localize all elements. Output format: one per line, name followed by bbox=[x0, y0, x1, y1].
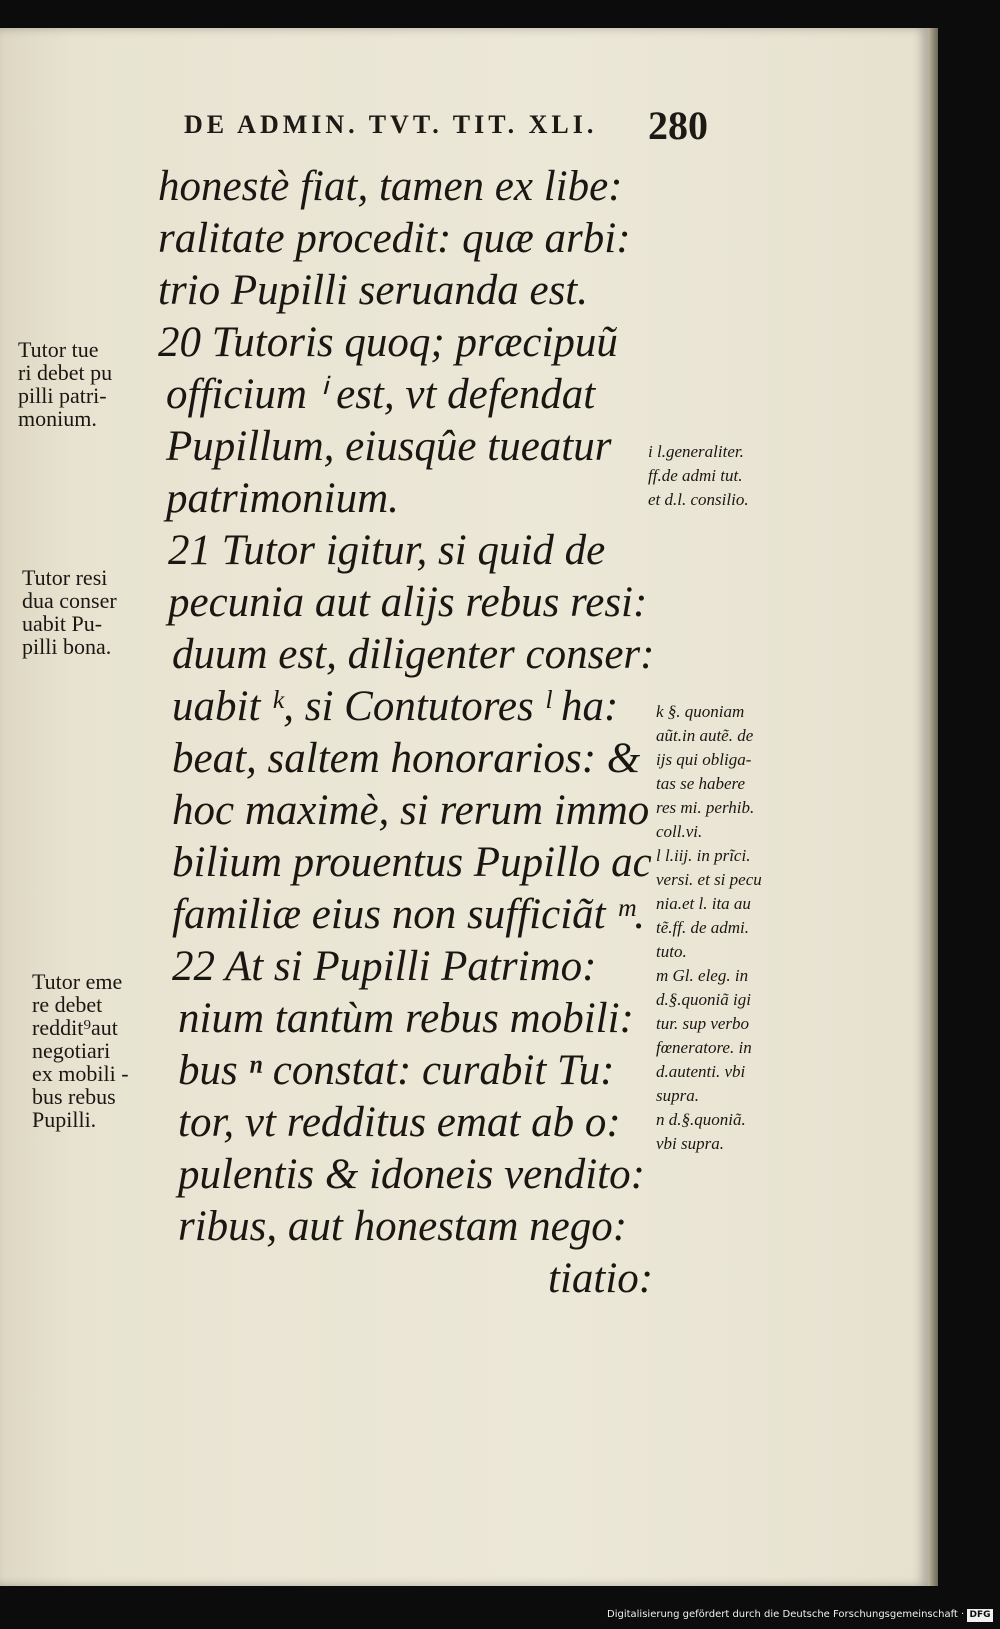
note-line: monium. bbox=[18, 406, 97, 431]
note-line: pilli patri- bbox=[18, 383, 107, 408]
body-line: honestè fiat, tamen ex libe: bbox=[158, 163, 623, 210]
note-line: dua conser bbox=[22, 588, 117, 613]
note-line: fœneratore. in bbox=[656, 1038, 752, 1057]
note-line: ri debet pu bbox=[18, 360, 113, 385]
note-line: tuto. bbox=[656, 942, 687, 961]
note-line: Pupilli. bbox=[32, 1107, 97, 1132]
note-line: tur. sup verbo bbox=[656, 1014, 750, 1033]
margin-note-left bbox=[32, 970, 129, 1131]
note-line: vbi supra. bbox=[656, 1134, 724, 1153]
note-line: bus rebus bbox=[32, 1084, 116, 1109]
body-line: trio Pupilli seruanda est. bbox=[158, 267, 588, 314]
margin-note-left bbox=[22, 566, 117, 658]
note-line: Tutor eme bbox=[32, 969, 123, 994]
body-line: pulentis & idoneis vendito: bbox=[178, 1151, 645, 1198]
note-line: ff.de admi tut. bbox=[648, 466, 743, 485]
body-line: familiæ eius non sufficiãt ᵐ. bbox=[172, 891, 646, 938]
note-line: aũt.in autẽ. de bbox=[656, 726, 754, 745]
note-line: reddit⁹aut bbox=[32, 1015, 118, 1040]
body-line: bilium prouentus Pupillo ac bbox=[172, 839, 652, 886]
page-edge bbox=[928, 28, 938, 1586]
note-line: tẽ.ff. de admi. bbox=[656, 918, 750, 937]
note-line: et d.l. consilio. bbox=[648, 490, 749, 509]
note-line: tas se habere bbox=[656, 774, 746, 793]
body-line: 20 Tutoris quoq; præcipuũ bbox=[158, 319, 618, 366]
body-line: hoc maximè, si rerum immo bbox=[172, 787, 650, 834]
body-line: officium ⁱ est, vt defendat bbox=[166, 371, 596, 418]
body-line: 21 Tutor igitur, si quid de bbox=[168, 527, 606, 574]
body-line: beat, saltem honorarios: & bbox=[172, 735, 641, 782]
page-number: 280 bbox=[648, 103, 708, 148]
body-line: duum est, diligenter conser: bbox=[172, 631, 655, 678]
note-line: res mi. perhib. bbox=[656, 798, 755, 817]
note-line: n d.§.quoniã. bbox=[656, 1110, 746, 1129]
dfg-logo: DFG bbox=[967, 1609, 993, 1622]
note-line: pilli bona. bbox=[22, 634, 112, 659]
margin-note-right bbox=[656, 700, 762, 1156]
margin-note-right bbox=[648, 440, 749, 512]
note-line: Tutor tue bbox=[18, 337, 99, 362]
note-line: d.autenti. vbi bbox=[656, 1062, 746, 1081]
body-line: ribus, aut honestam nego: bbox=[178, 1203, 628, 1250]
note-line: i l.generaliter. bbox=[648, 442, 744, 461]
note-line: l l.iij. in prĩci. bbox=[656, 846, 751, 865]
note-line: Tutor resi bbox=[22, 565, 108, 590]
note-line: uabit Pu- bbox=[22, 611, 103, 636]
body-line: patrimonium. bbox=[166, 475, 399, 522]
note-line: ex mobili - bbox=[32, 1061, 129, 1086]
note-line: negotiari bbox=[32, 1038, 111, 1063]
note-line: d.§.quoniã igi bbox=[656, 990, 751, 1009]
body-line: Pupillum, eiusqûe tueatur bbox=[166, 423, 612, 470]
margin-note-left bbox=[18, 338, 112, 430]
note-line: supra. bbox=[656, 1086, 699, 1105]
body-line: tiatio: bbox=[548, 1255, 654, 1302]
note-line: re debet bbox=[32, 992, 103, 1017]
body-line: uabit ᵏ, si Contutores ˡ ha: bbox=[172, 683, 619, 730]
note-line: coll.vi. bbox=[656, 822, 703, 841]
body-line: pecunia aut alijs rebus resi: bbox=[168, 579, 648, 626]
note-line: m Gl. eleg. in bbox=[656, 966, 749, 985]
running-title: DE ADMIN. TVT. TIT. XLI. bbox=[184, 110, 598, 139]
note-line: nia.et l. ita au bbox=[656, 894, 751, 913]
footer-credit: Digitalisierung gefördert durch die Deutsche Forschungsgemeinschaft · bbox=[607, 1609, 965, 1620]
body-line: 22 At si Pupilli Patrimo: bbox=[172, 943, 597, 990]
note-line: ijs qui obliga- bbox=[656, 750, 752, 769]
body-line: tor, vt redditus emat ab o: bbox=[178, 1099, 621, 1146]
body-line: nium tantùm rebus mobili: bbox=[178, 995, 634, 1042]
note-line: versi. et si pecu bbox=[656, 870, 762, 889]
body-line: bus ⁿ constat: curabit Tu: bbox=[178, 1047, 615, 1094]
note-line: k §. quoniam bbox=[656, 702, 745, 721]
body-line: ralitate procedit: quæ arbi: bbox=[158, 215, 631, 262]
